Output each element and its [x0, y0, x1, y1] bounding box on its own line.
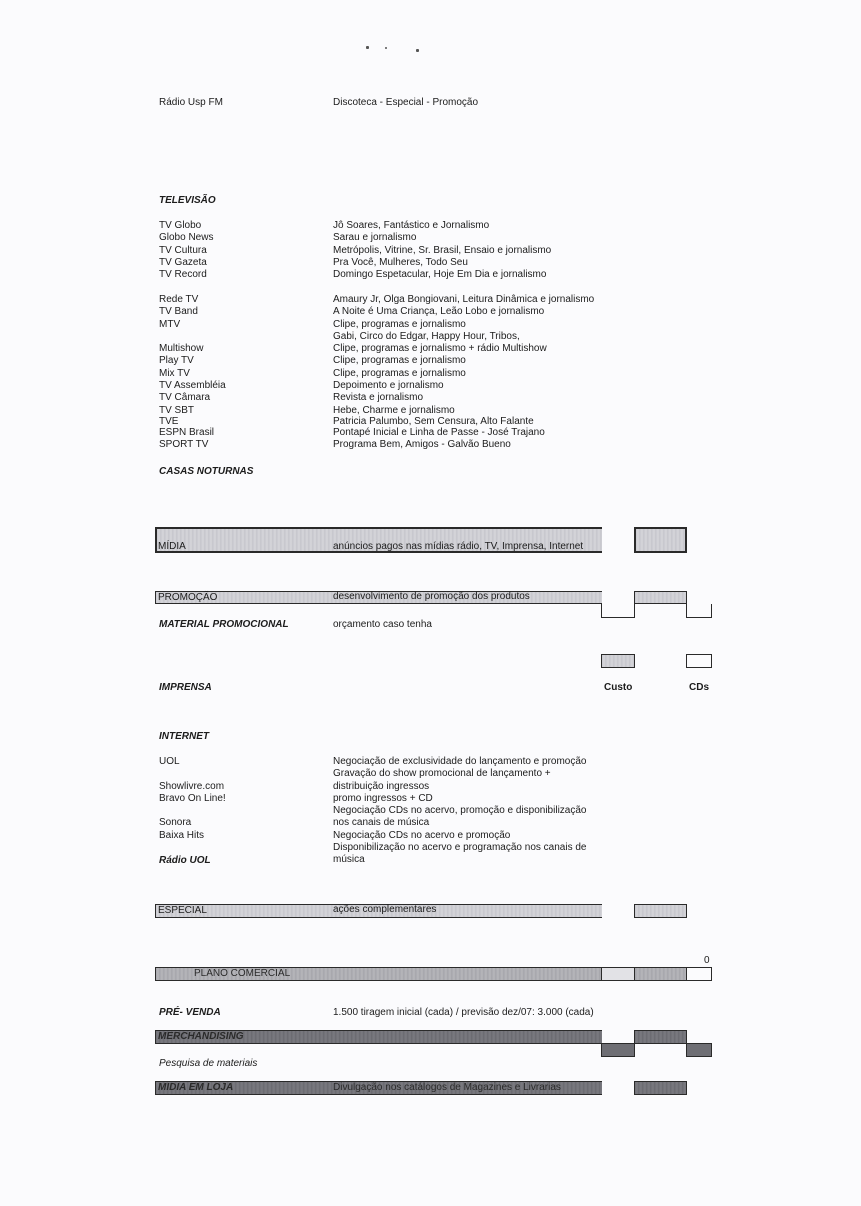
- custo-column-header: Custo: [604, 682, 633, 693]
- internet-site: [159, 805, 226, 817]
- midia-label: MÍDIA: [158, 541, 186, 552]
- header-title: Discoteca - Especial - Promoção: [333, 97, 479, 108]
- internet-site: UOL: [159, 756, 180, 767]
- scan-speck: [366, 46, 369, 49]
- internet-text: Negociação de exclusividade do lançamento e promoção: [333, 756, 587, 767]
- tv-programs: Depoimento e jornalismo: [333, 380, 444, 392]
- plano-total-value: 0: [704, 955, 710, 966]
- internet-site: Baixa Hits: [159, 829, 205, 841]
- tv-channel: [159, 331, 226, 343]
- radio-uol-label: Rádio UOL: [159, 855, 211, 866]
- tv-channel: TVE: [159, 415, 179, 427]
- tv-programs: Jô Soares, Fantástico e Jornalismo: [333, 220, 490, 231]
- tv-programs: Clipe, programas e jornalismo + rádio Multishow: [333, 343, 547, 355]
- internet-text: Disponibilização no acervo e programação nos canais de: [333, 842, 587, 854]
- tv-channel: Globo News: [159, 232, 214, 244]
- promocao-cost-cell: [601, 604, 635, 618]
- midia-text: anúncios pagos nas mídias rádio, TV, Imprensa, Internet: [333, 541, 584, 552]
- tv-program-list-2: [333, 294, 594, 452]
- tv-programs: Programa Bem, Amigos - Galvão Bueno: [333, 439, 511, 451]
- internet-site: [159, 768, 226, 780]
- midia-loja-label: MIDIA EM LOJA: [158, 1082, 234, 1093]
- tv-channel: TV Assembléia: [159, 380, 226, 392]
- tv-programs: Hebe, Charme e jornalismo: [333, 404, 455, 416]
- merchandising-cost-cell: [601, 1043, 635, 1057]
- tv-channel: TV Cultura: [159, 244, 207, 256]
- material-text: orçamento caso tenha: [333, 619, 432, 630]
- material-cds-cell: [686, 654, 712, 668]
- tv-programs: Clipe, programas e jornalismo: [333, 367, 466, 379]
- tv-programs: Clipe, programas e jornalismo: [333, 355, 466, 367]
- pre-venda-label: PRÉ- VENDA: [159, 1007, 221, 1018]
- internet-text: Negociação CDs no acervo, promoção e disponibilização: [333, 805, 587, 817]
- plano-cds-cell: [686, 967, 712, 981]
- section-heading-casas-noturnas: CASAS NOTURNAS: [159, 466, 254, 477]
- merchandising-side-box: [634, 1030, 687, 1044]
- tv-channel: TV SBT: [159, 404, 195, 416]
- midia-side-box: [634, 527, 687, 553]
- midia-loja-side-box: [634, 1081, 687, 1095]
- tv-channel: TV Câmara: [159, 392, 211, 404]
- tv-programs: Clipe, programas e jornalismo: [333, 318, 466, 330]
- internet-site-list: [159, 756, 226, 842]
- internet-site: Sonora: [159, 817, 192, 829]
- tv-programs: Pra Você, Mulheres, Todo Seu: [333, 256, 468, 268]
- promocao-cds-cell: [686, 604, 712, 618]
- tv-programs: Patricia Palumbo, Sem Censura, Alto Falante: [333, 415, 534, 427]
- tv-channel: ESPN Brasil: [159, 426, 215, 438]
- section-heading-televisao: TELEVISÃO: [159, 195, 216, 206]
- plano-cost-cell: [601, 967, 635, 981]
- material-cost-cell: [601, 654, 635, 668]
- tv-programs: Revista e jornalismo: [333, 392, 424, 404]
- tv-programs: A Noite é Uma Criança, Leão Lobo e jornalismo: [333, 306, 545, 318]
- pesquisa-label: Pesquisa de materiais: [159, 1058, 258, 1069]
- promocao-label: PROMOÇÃO: [158, 592, 218, 603]
- internet-text-list: [333, 756, 587, 867]
- promocao-side-box: [634, 591, 687, 604]
- plano-label: PLANO COMERCIAL: [194, 968, 291, 979]
- internet-site: Bravo On Line!: [159, 792, 226, 804]
- internet-text: música: [333, 854, 365, 866]
- tv-programs: Domingo Espetacular, Hoje Em Dia e jornalismo: [333, 269, 547, 281]
- tv-channel: Mix TV: [159, 367, 190, 379]
- tv-programs: Amaury Jr, Olga Bongiovani, Leitura Dinâmica e jornalismo: [333, 294, 595, 305]
- midia-loja-text: Divulgação nos catálogos de Magazines e Livrarias: [333, 1082, 561, 1093]
- especial-label: ESPECIAL: [158, 905, 207, 916]
- internet-site: Showlivre.com: [159, 780, 225, 792]
- material-label: MATERIAL PROMOCIONAL: [159, 619, 289, 630]
- internet-text: Gravação do show promocional de lançamento +: [333, 768, 551, 780]
- internet-text: Negociação CDs no acervo e promoção: [333, 829, 511, 841]
- tv-channel: TV Record: [159, 269, 207, 281]
- especial-side-box: [634, 904, 687, 918]
- tv-programs: Pontapé Inicial e Linha de Passe - José Trajano: [333, 426, 545, 438]
- tv-program-list-1: [333, 220, 551, 281]
- tv-channel: Multishow: [159, 343, 204, 355]
- pre-venda-text: 1.500 tiragem inicial (cada) / previsão dez/07: 3.000 (cada): [333, 1007, 594, 1018]
- tv-channel: SPORT TV: [159, 439, 209, 451]
- scan-speck: [385, 47, 387, 49]
- tv-channel: Rede TV: [159, 294, 199, 305]
- tv-channel-list-2: [159, 294, 226, 452]
- tv-programs: Gabi, Circo do Edgar, Happy Hour, Tribos,: [333, 330, 520, 342]
- tv-channel: TV Gazeta: [159, 256, 207, 268]
- internet-text: nos canais de música: [333, 817, 430, 829]
- tv-channel: TV Band: [159, 306, 198, 318]
- scan-speck: [416, 49, 419, 52]
- internet-text: promo ingressos + CD: [333, 792, 433, 804]
- section-heading-internet: INTERNET: [159, 731, 209, 742]
- cds-column-header: CDs: [689, 682, 710, 693]
- promocao-text: desenvolvimento de promoção dos produtos: [333, 591, 530, 602]
- internet-text: distribuição ingressos: [333, 780, 430, 792]
- header-station: Rádio Usp FM: [159, 97, 223, 108]
- tv-channel: TV Globo: [159, 220, 202, 231]
- especial-text: ações complementares: [333, 904, 437, 915]
- tv-channel: MTV: [159, 318, 181, 330]
- tv-channel: Play TV: [159, 355, 194, 367]
- tv-programs: Sarau e jornalismo: [333, 232, 417, 244]
- merchandising-cds-cell: [686, 1043, 712, 1057]
- tv-channel-list-1: [159, 220, 213, 281]
- imprensa-label: IMPRENSA: [159, 682, 212, 693]
- tv-programs: Metrópolis, Vitrine, Sr. Brasil, Ensaio e jornalismo: [333, 244, 552, 256]
- merchandising-label: MERCHANDISING: [158, 1031, 244, 1042]
